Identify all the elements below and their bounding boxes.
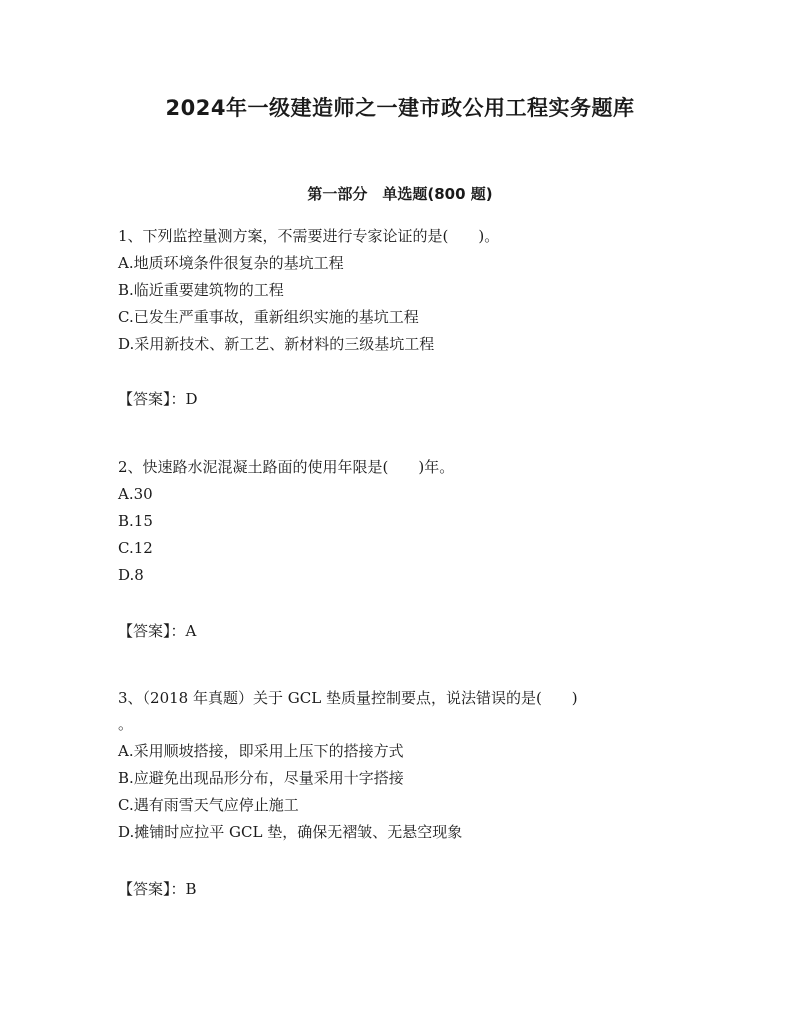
question-3-answer: 【答案】：B [118, 880, 197, 898]
question-2-option-c: C.12 [118, 539, 153, 557]
question-1-option-a: A.地质环境条件很复杂的基坑工程 [118, 254, 344, 272]
question-1-option-d: D.采用新技术、新工艺、新材料的三级基坑工程 [118, 335, 435, 353]
question-2-stem: 2、快速路水泥混凝土路面的使用年限是( )年。 [118, 458, 455, 476]
question-2-option-a: A.30 [118, 485, 153, 503]
question-1-option-c: C.已发生严重事故，重新组织实施的基坑工程 [118, 308, 419, 326]
question-1-stem: 1、下列监控量测方案，不需要进行专家论证的是( )。 [118, 227, 500, 245]
document-title: 2024年一级建造师之一建市政公用工程实务题库 [165, 96, 635, 120]
question-1-option-b: B.临近重要建筑物的工程 [118, 281, 284, 299]
question-3-option-c: C.遇有雨雪天气应停止施工 [118, 796, 299, 814]
question-3-option-b: B.应避免出现品形分布，尽量采用十字搭接 [118, 769, 404, 787]
question-3-option-d: D.摊铺时应拉平 GCL 垫，确保无褶皱、无悬空现象 [118, 823, 463, 841]
question-2-option-d: D.8 [118, 566, 144, 584]
question-1-answer: 【答案】：D [118, 390, 198, 408]
question-3-stem-continuation: 。 [118, 715, 134, 733]
question-2-option-b: B.15 [118, 512, 153, 530]
question-3-stem: 3、（2018 年真题）关于 GCL 垫质量控制要点，说法错误的是( ) [118, 689, 578, 707]
question-2-answer: 【答案】：A [118, 622, 197, 640]
question-3-option-a: A.采用顺坡搭接，即采用上压下的搭接方式 [118, 742, 404, 760]
section-heading: 第一部分 单选题(800 题) [307, 185, 493, 203]
